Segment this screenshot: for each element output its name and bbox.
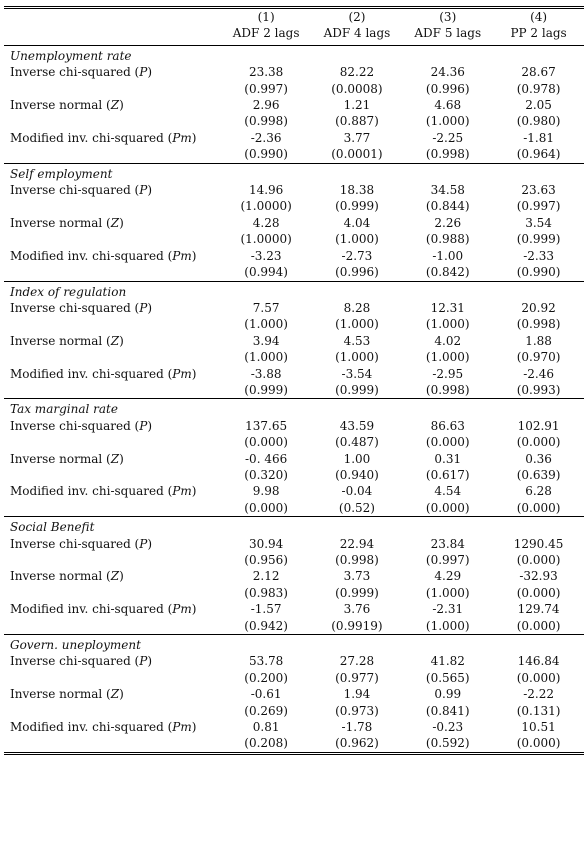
statistic-name: Inverse normal (	[10, 451, 111, 466]
p-value: (0.269)	[244, 703, 288, 718]
pvalue-row	[4, 703, 584, 719]
statistic-value: -0. 466	[245, 451, 288, 466]
statistic-symbol: Pm	[172, 130, 192, 145]
statistic-row	[4, 130, 584, 146]
p-value: (0.841)	[425, 703, 470, 718]
statistic-value: 2.26	[434, 215, 462, 230]
statistic-name: Modified inv. chi-squared (	[10, 602, 173, 617]
statistic-value: 41.82	[430, 654, 465, 669]
pvalue-row	[4, 585, 584, 601]
p-value: (1.0000)	[240, 232, 292, 247]
statistic-label	[4, 418, 221, 434]
statistic-value: -1.57	[250, 602, 282, 617]
unit-root-results-table	[4, 6, 584, 755]
statistic-close: )	[119, 569, 124, 584]
statistic-value: 6.28	[525, 484, 552, 499]
statistic-symbol: Z	[110, 569, 120, 584]
statistic-value: 22.94	[339, 536, 375, 551]
p-value: (0.999)	[244, 382, 288, 397]
statistic-value: 24.36	[430, 65, 465, 80]
statistic-value: -0.23	[432, 720, 464, 735]
statistic-value: 1.88	[525, 333, 552, 348]
statistic-symbol: Pm	[172, 248, 192, 263]
p-value: (1.000)	[425, 618, 470, 633]
p-value: (0.999)	[335, 382, 379, 397]
statistic-label	[4, 686, 221, 702]
statistic-symbol: P	[139, 300, 148, 315]
p-value: (0.998)	[516, 317, 561, 332]
p-value: (0.52)	[338, 500, 375, 515]
statistic-label	[4, 248, 221, 264]
p-value: (1.0000)	[240, 199, 292, 214]
pvalue-row	[4, 264, 584, 281]
statistic-value: -3.88	[250, 366, 282, 381]
pvalue-row	[4, 552, 584, 568]
statistic-close: )	[119, 333, 124, 348]
p-value: (0.617)	[425, 467, 470, 482]
statistic-symbol: P	[139, 183, 148, 198]
pvalue-row	[4, 146, 584, 163]
pvalue-row	[4, 113, 584, 129]
p-value: (0.000)	[516, 618, 561, 633]
statistic-value: 1.94	[343, 687, 371, 702]
statistic-name: Inverse normal (	[10, 569, 111, 584]
statistic-value: 30.94	[248, 536, 284, 551]
results-table-container	[4, 6, 584, 755]
statistic-name: Modified inv. chi-squared (	[10, 484, 173, 499]
statistic-row	[4, 568, 584, 584]
pvalue-row	[4, 198, 584, 214]
p-value: (0.208)	[221, 735, 312, 753]
column-number: (1)	[221, 8, 312, 26]
statistic-name: Modified inv. chi-squared (	[10, 248, 173, 263]
statistic-value: 82.22	[339, 65, 375, 80]
p-value: (0.131)	[516, 703, 561, 718]
statistic-value: 7.57	[252, 300, 280, 315]
section-title: Unemployment rate	[4, 45, 584, 64]
p-value: (0.997)	[516, 199, 561, 214]
statistic-label	[4, 536, 221, 552]
p-value: (0.000)	[516, 500, 561, 515]
statistic-value: -2.25	[432, 130, 464, 145]
pvalue-label-spacer	[4, 382, 221, 399]
statistic-name: Modified inv. chi-squared (	[10, 720, 173, 735]
pvalue-label-spacer	[4, 552, 221, 568]
column-test-label: PP 2 lags	[510, 26, 567, 41]
p-value: (0.000)	[516, 670, 561, 685]
column-test-label: ADF 5 lags	[414, 26, 482, 41]
statistic-value: 1290.45	[513, 536, 564, 551]
statistic-row	[4, 719, 584, 735]
statistic-value: 4.29	[434, 569, 462, 584]
statistic-symbol: Pm	[172, 366, 192, 381]
statistic-value: 23.84	[430, 536, 465, 551]
p-value: (0.000)	[244, 500, 288, 515]
p-value: (0.000)	[516, 585, 561, 600]
p-value: (1.000)	[425, 585, 470, 600]
p-value: (0.887)	[335, 114, 379, 129]
p-value: (0.940)	[335, 467, 379, 482]
table-header	[4, 8, 584, 46]
statistic-row	[4, 451, 584, 467]
p-value: (0.978)	[516, 81, 561, 96]
p-value: (0.993)	[516, 382, 561, 397]
statistic-close: )	[191, 248, 197, 263]
pvalue-row	[4, 316, 584, 332]
statistic-symbol: Z	[110, 215, 120, 230]
statistic-value: -2.22	[523, 687, 554, 702]
statistic-name: Inverse chi-squared (	[10, 183, 140, 198]
column-number: (2)	[312, 8, 403, 26]
statistic-symbol: P	[139, 418, 148, 433]
statistic-symbol: Z	[110, 333, 120, 348]
statistic-value: -32.93	[519, 569, 558, 584]
statistic-value: 34.58	[430, 183, 465, 198]
statistic-label	[4, 215, 221, 231]
statistic-value: -1.78	[341, 720, 373, 735]
statistic-close: )	[119, 451, 124, 466]
statistic-value: 146.84	[517, 654, 560, 669]
statistic-label	[4, 130, 221, 146]
pvalue-row	[4, 231, 584, 247]
statistic-value: -1.81	[523, 130, 554, 145]
pvalue-row	[4, 500, 584, 517]
p-value: (0.0001)	[331, 147, 383, 162]
p-value: (0.988)	[425, 232, 470, 247]
p-value: (1.000)	[335, 317, 379, 332]
statistic-value: -2.95	[432, 366, 464, 381]
statistic-close: )	[119, 215, 124, 230]
statistic-value: -3.23	[250, 248, 282, 263]
statistic-row	[4, 686, 584, 702]
p-value: (0.320)	[244, 467, 288, 482]
statistic-value: 3.94	[252, 333, 280, 348]
p-value: (0.980)	[516, 114, 561, 129]
pvalue-label-spacer	[4, 585, 221, 601]
table-body	[4, 45, 584, 753]
statistic-value: 4.02	[434, 333, 462, 348]
statistic-value: 2.12	[252, 569, 280, 584]
statistic-value: -3.54	[341, 366, 373, 381]
statistic-value: 137.65	[245, 418, 288, 433]
column-test-label: ADF 4 lags	[323, 26, 391, 41]
statistic-value: 23.63	[521, 183, 556, 198]
statistic-symbol: Pm	[172, 484, 192, 499]
pvalue-label-spacer	[4, 349, 221, 365]
statistic-close: )	[119, 687, 124, 702]
p-value: (1.000)	[244, 350, 288, 365]
statistic-close: )	[147, 418, 153, 433]
statistic-label	[4, 601, 221, 617]
section-header-row	[4, 517, 584, 536]
statistic-row	[4, 333, 584, 349]
statistic-value: 18.38	[339, 183, 375, 198]
section-header-row	[4, 635, 584, 654]
p-value: (0.000)	[425, 435, 470, 450]
statistic-value: 43.59	[339, 418, 375, 433]
statistic-close: )	[147, 536, 153, 551]
statistic-name: Inverse chi-squared (	[10, 654, 140, 669]
p-value: (0.000)	[493, 735, 584, 753]
p-value: (0.997)	[244, 81, 288, 96]
pvalue-row	[4, 467, 584, 483]
statistic-label	[4, 653, 221, 669]
p-value: (0.998)	[244, 114, 288, 129]
p-value: (0.983)	[244, 585, 288, 600]
pvalue-label-spacer	[4, 670, 221, 686]
section-title: Social Benefit	[4, 517, 584, 536]
statistic-value: 2.96	[252, 98, 280, 113]
header-corner	[4, 25, 221, 41]
p-value: (0.9919)	[331, 618, 383, 633]
statistic-value: 86.63	[430, 418, 465, 433]
p-value: (1.000)	[425, 350, 470, 365]
statistic-close: )	[147, 65, 153, 80]
p-value: (0.990)	[516, 265, 561, 280]
statistic-value: -0.04	[341, 484, 373, 499]
pvalue-row	[4, 735, 584, 753]
pvalue-row	[4, 81, 584, 97]
statistic-value: 3.76	[343, 602, 371, 617]
p-value: (1.000)	[425, 317, 470, 332]
statistic-value: -2.46	[523, 366, 554, 381]
statistic-symbol: Z	[110, 451, 120, 466]
statistic-label	[4, 182, 221, 198]
statistic-value: 129.74	[517, 602, 560, 617]
p-value: (0.996)	[425, 81, 470, 96]
p-value: (1.000)	[425, 114, 470, 129]
statistic-name: Inverse normal (	[10, 687, 111, 702]
statistic-value: 3.77	[343, 130, 371, 145]
p-value: (0.000)	[425, 500, 470, 515]
statistic-close: )	[119, 98, 124, 113]
statistic-close: )	[191, 130, 197, 145]
statistic-value: 23.38	[248, 65, 284, 80]
statistic-value: 0.81	[252, 720, 280, 735]
section-title: Tax marginal rate	[4, 399, 584, 418]
pvalue-row	[4, 382, 584, 399]
statistic-row	[4, 366, 584, 382]
statistic-close: )	[191, 366, 197, 381]
statistic-symbol: Pm	[172, 602, 192, 617]
p-value: (0.0008)	[331, 81, 383, 96]
statistic-label	[4, 568, 221, 584]
p-value: (0.997)	[425, 553, 470, 567]
pvalue-label-spacer	[4, 113, 221, 129]
statistic-value: -2.36	[250, 130, 282, 145]
p-value: (0.000)	[516, 553, 561, 567]
p-value: (0.842)	[425, 265, 470, 280]
statistic-value: -2.33	[523, 248, 554, 263]
column-number: (4)	[493, 8, 584, 26]
pvalue-label-spacer	[4, 146, 221, 163]
statistic-name: Inverse normal (	[10, 98, 111, 113]
p-value: (0.487)	[335, 435, 379, 450]
statistic-value: -2.73	[341, 248, 373, 263]
statistic-value: -0.61	[250, 687, 282, 702]
statistic-value: 27.28	[339, 654, 375, 669]
statistic-row	[4, 536, 584, 552]
statistic-name: Inverse chi-squared (	[10, 536, 140, 551]
statistic-label	[4, 451, 221, 467]
statistic-symbol: P	[139, 536, 148, 551]
statistic-value: 1.21	[343, 98, 371, 113]
p-value: (1.000)	[335, 350, 379, 365]
p-value: (0.200)	[244, 670, 288, 685]
statistic-symbol: Pm	[172, 720, 192, 735]
p-value: (0.999)	[335, 585, 379, 600]
statistic-name: Inverse normal (	[10, 333, 111, 348]
statistic-label	[4, 719, 221, 735]
p-value: (1.000)	[244, 317, 288, 332]
pvalue-row	[4, 618, 584, 635]
statistic-value: 53.78	[248, 654, 284, 669]
section-header-row	[4, 281, 584, 300]
p-value: (0.962)	[312, 735, 403, 753]
p-value: (0.565)	[425, 670, 470, 685]
column-test-row	[4, 25, 584, 41]
statistic-name: Modified inv. chi-squared (	[10, 366, 173, 381]
statistic-symbol: Z	[110, 687, 120, 702]
statistic-label	[4, 483, 221, 499]
statistic-symbol: P	[139, 65, 148, 80]
statistic-value: 4.54	[434, 484, 462, 499]
p-value: (0.639)	[516, 467, 561, 482]
statistic-value: 3.73	[343, 569, 371, 584]
column-number-row	[4, 8, 584, 26]
p-value: (1.000)	[335, 232, 379, 247]
statistic-row	[4, 215, 584, 231]
p-value: (0.977)	[335, 670, 379, 685]
statistic-value: 3.54	[525, 215, 552, 230]
header-corner	[4, 8, 221, 26]
statistic-close: )	[191, 484, 197, 499]
column-test-label: ADF 2 lags	[232, 26, 300, 41]
statistic-value: 102.91	[517, 418, 560, 433]
statistic-value: 20.92	[521, 300, 556, 315]
statistic-row	[4, 248, 584, 264]
statistic-name: Inverse chi-squared (	[10, 418, 140, 433]
p-value: (0.999)	[516, 232, 561, 247]
section-header-row	[4, 163, 584, 182]
p-value: (0.942)	[244, 618, 288, 633]
pvalue-label-spacer	[4, 735, 221, 753]
statistic-value: 28.67	[521, 65, 556, 80]
pvalue-label-spacer	[4, 264, 221, 281]
statistic-row	[4, 653, 584, 669]
statistic-value: 0.36	[525, 451, 552, 466]
pvalue-label-spacer	[4, 618, 221, 635]
statistic-row	[4, 601, 584, 617]
pvalue-label-spacer	[4, 81, 221, 97]
statistic-row	[4, 418, 584, 434]
p-value: (0.592)	[402, 735, 493, 753]
statistic-name: Inverse normal (	[10, 215, 111, 230]
statistic-close: )	[147, 654, 153, 669]
pvalue-row	[4, 434, 584, 450]
statistic-value: 1.00	[343, 451, 371, 466]
statistic-row	[4, 64, 584, 80]
pvalue-label-spacer	[4, 703, 221, 719]
p-value: (0.996)	[335, 265, 379, 280]
statistic-label	[4, 366, 221, 382]
statistic-close: )	[191, 720, 197, 735]
statistic-value: 8.28	[343, 300, 371, 315]
pvalue-row	[4, 670, 584, 686]
p-value: (0.999)	[335, 199, 379, 214]
p-value: (0.990)	[244, 147, 288, 162]
statistic-value: -1.00	[432, 248, 464, 263]
section-header-row	[4, 399, 584, 418]
p-value: (0.998)	[425, 382, 470, 397]
statistic-value: 0.99	[434, 687, 462, 702]
statistic-name: Modified inv. chi-squared (	[10, 130, 173, 145]
statistic-label	[4, 97, 221, 113]
p-value: (0.970)	[516, 350, 561, 365]
column-number: (3)	[402, 8, 493, 26]
pvalue-label-spacer	[4, 316, 221, 332]
statistic-close: )	[191, 602, 197, 617]
statistic-close: )	[147, 300, 153, 315]
pvalue-row	[4, 349, 584, 365]
p-value: (0.998)	[425, 147, 470, 162]
section-title: Govern. uneployment	[4, 635, 584, 654]
statistic-value: 4.68	[434, 98, 462, 113]
statistic-value: 4.28	[252, 215, 280, 230]
section-header-row	[4, 45, 584, 64]
p-value: (0.956)	[244, 553, 288, 567]
p-value: (0.000)	[244, 435, 288, 450]
pvalue-label-spacer	[4, 467, 221, 483]
pvalue-label-spacer	[4, 198, 221, 214]
statistic-value: 12.31	[430, 300, 465, 315]
statistic-name: Inverse chi-squared (	[10, 300, 140, 315]
statistic-value: 4.53	[343, 333, 371, 348]
statistic-value: 9.98	[252, 484, 280, 499]
statistic-value: 14.96	[248, 183, 284, 198]
statistic-value: 10.51	[521, 720, 556, 735]
statistic-name: Inverse chi-squared (	[10, 65, 140, 80]
statistic-symbol: P	[139, 654, 148, 669]
p-value: (0.844)	[425, 199, 470, 214]
statistic-row	[4, 300, 584, 316]
section-title: Self employment	[4, 163, 584, 182]
statistic-value: -2.31	[432, 602, 464, 617]
pvalue-label-spacer	[4, 231, 221, 247]
statistic-label	[4, 333, 221, 349]
pvalue-label-spacer	[4, 500, 221, 517]
statistic-value: 2.05	[525, 98, 552, 113]
statistic-value: 4.04	[343, 215, 371, 230]
p-value: (0.998)	[335, 553, 379, 567]
pvalue-label-spacer	[4, 434, 221, 450]
statistic-row	[4, 97, 584, 113]
statistic-label	[4, 300, 221, 316]
p-value: (0.994)	[244, 265, 288, 280]
section-title: Index of regulation	[4, 281, 584, 300]
statistic-value: 0.31	[434, 451, 462, 466]
p-value: (0.964)	[516, 147, 561, 162]
statistic-row	[4, 483, 584, 499]
statistic-label	[4, 64, 221, 80]
statistic-close: )	[147, 183, 153, 198]
statistic-row	[4, 182, 584, 198]
p-value: (0.000)	[516, 435, 561, 450]
p-value: (0.973)	[335, 703, 379, 718]
statistic-symbol: Z	[110, 98, 120, 113]
